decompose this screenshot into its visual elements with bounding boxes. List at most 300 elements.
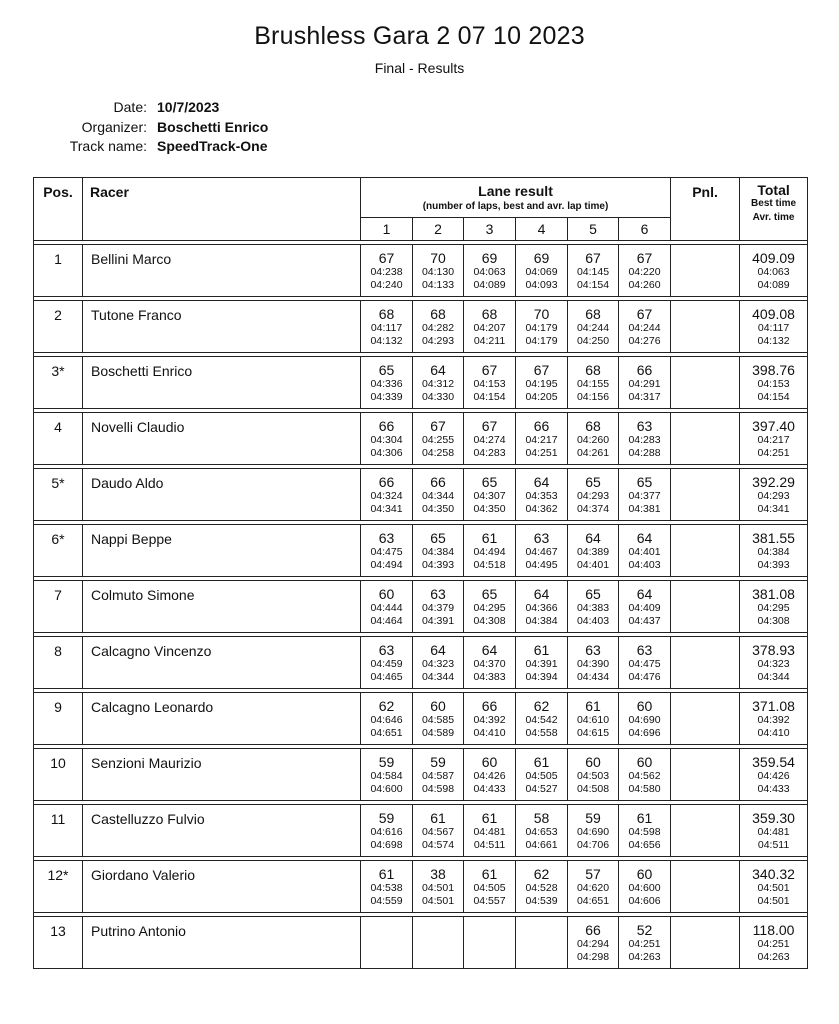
lane-laps: 60 [378,586,395,602]
total-avr-time: 04:154 [757,391,790,403]
lane-4-cell [516,637,568,689]
lane-avr-time: 04:433 [473,783,506,795]
position-cell: 4 [34,413,83,465]
lane-laps: 67 [481,362,498,378]
date-label: Date: [113,99,147,115]
table-row [34,637,808,689]
lane-1-cell [361,245,413,297]
lane-avr-time: 04:661 [525,839,558,851]
lane-best-time: 04:584 [370,770,403,782]
penalty-cell [671,469,740,521]
lane-best-time: 04:383 [576,602,610,614]
lane-best-time: 04:291 [628,378,661,390]
page-subtitle: Final - Results [374,60,465,76]
penalty-cell [671,581,740,633]
lane-avr-time: 04:651 [576,895,610,907]
lane-laps: 63 [430,586,446,602]
table-row [34,245,808,297]
lane-avr-time: 04:410 [473,727,506,739]
penalty-cell [671,413,740,465]
lane-laps: 69 [533,250,550,266]
lane-laps: 63 [636,642,653,658]
table-row [34,749,808,801]
lane-2-cell [413,245,464,297]
lane-4-cell [516,861,568,913]
penalty-cell [671,525,740,577]
organizer-label: Organizer: [81,118,147,135]
header-pos: Pos. [34,178,83,241]
racer-name-cell: Colmuto Simone [83,581,361,633]
lane-laps: 63 [533,530,550,546]
lane-avr-time: 04:154 [473,391,506,403]
racer-name-cell: Daudo Aldo [83,469,361,521]
penalty-cell [671,693,740,745]
racer-name-cell: Putrino Antonio [83,917,361,969]
date-value: 10/7/2023 [157,99,220,115]
lane-avr-time: 04:374 [576,503,610,515]
lane-4-cell [516,581,568,633]
lane-laps: 67 [636,250,653,266]
lane-avr-time: 04:381 [628,503,661,515]
lane-best-time: 04:179 [525,322,558,334]
penalty-cell [671,749,740,801]
lane-laps: 64 [533,474,550,490]
racer-name-cell: Senzioni Maurizio [83,749,361,801]
lane-4-cell [516,357,568,409]
total-cell [740,861,808,913]
header-total-best: Best time [751,198,797,209]
lane-best-time: 04:293 [576,490,610,502]
lane-avr-time: 04:393 [421,559,455,571]
lane-laps: 63 [585,642,601,658]
lane-best-time: 04:567 [421,826,455,838]
lane-best-time: 04:459 [370,658,403,670]
lane-laps: 64 [430,642,446,658]
total-cell [740,413,808,465]
lane-best-time: 04:379 [421,602,455,614]
results-body [34,241,808,969]
lane-laps: 67 [585,250,601,266]
total-cell [740,357,808,409]
lane-avr-time: 04:133 [421,279,455,291]
header-lane-result [361,178,671,218]
lane-2-cell [413,861,464,913]
lane-avr-time: 04:574 [421,839,455,851]
lane-avr-time: 04:350 [473,503,506,515]
lane-laps: 59 [585,810,601,826]
track-value: SpeedTrack-One [157,138,268,154]
lane-3-cell [464,861,516,913]
lane-best-time: 04:475 [628,658,661,670]
total-best-time: 04:323 [757,658,790,670]
position-cell: 3* [34,357,83,409]
lane-best-time: 04:353 [525,490,558,502]
lane-laps: 68 [481,306,498,322]
racer-name-cell: Calcagno Vincenzo [83,637,361,689]
lane-6-cell [619,693,671,745]
lane-avr-time: 04:437 [628,615,661,627]
lane-avr-time: 04:696 [628,727,661,739]
lane-best-time: 04:620 [576,882,610,894]
lane-avr-time: 04:615 [576,727,610,739]
lane-laps: 65 [636,474,653,490]
lane-6-cell [619,749,671,801]
lane-best-time: 04:616 [370,826,403,838]
lane-1-cell [361,637,413,689]
lane-best-time: 04:690 [576,826,610,838]
lane-avr-time: 04:434 [576,671,610,683]
table-row [34,861,808,913]
total-score: 340.32 [752,866,795,882]
lane-avr-time: 04:401 [576,559,610,571]
lane-6-cell [619,525,671,577]
table-row [34,805,808,857]
total-score: 118.00 [752,922,795,938]
lane-avr-time: 04:656 [628,839,661,851]
lane-laps: 68 [585,418,601,434]
header-lane-subtitle: (number of laps, best and avr. lap time) [422,201,609,212]
table-row [34,693,808,745]
lane-best-time: 04:304 [370,434,403,446]
lane-3-cell [464,525,516,577]
total-best-time: 04:392 [757,714,790,726]
lane-avr-time: 04:362 [525,503,558,515]
lane-2-cell [413,637,464,689]
lane-laps: 65 [585,474,601,490]
lane-5-cell [568,861,619,913]
lane-avr-time: 04:261 [576,447,610,459]
lane-2-cell [413,469,464,521]
total-best-time: 04:501 [757,882,790,894]
lane-3-cell [464,749,516,801]
lane-4-cell [516,525,568,577]
lane-best-time: 04:444 [370,602,403,614]
meta-organizer-row [40,118,268,138]
lane-avr-time: 04:288 [628,447,661,459]
position-cell: 7 [34,581,83,633]
lane-avr-time: 04:606 [628,895,661,907]
lane-3-cell [464,469,516,521]
lane-1-cell [361,469,413,521]
lane-avr-time: 04:383 [473,671,506,683]
racer-name-cell: Castelluzzo Fulvio [83,805,361,857]
lane-5-cell [568,245,619,297]
position-cell: 8 [34,637,83,689]
lane-laps: 67 [378,250,395,266]
lane-best-time: 04:426 [473,770,506,782]
lane-best-time: 04:505 [525,770,558,782]
penalty-cell [671,357,740,409]
lane-best-time: 04:324 [370,490,403,502]
total-score: 409.09 [752,250,795,266]
lane-laps: 64 [533,586,550,602]
lane-laps: 60 [636,754,653,770]
total-avr-time: 04:393 [757,559,790,571]
lane-best-time: 04:501 [421,882,455,894]
lane-3-cell [464,301,516,353]
lane-4-cell [516,301,568,353]
lane-best-time: 04:409 [628,602,661,614]
lane-5-cell [568,301,619,353]
position-cell: 10 [34,749,83,801]
total-cell [740,525,808,577]
lane-5-cell [568,805,619,857]
lane-best-time: 04:130 [421,266,455,278]
lane-avr-time: 04:276 [628,335,661,347]
lane-avr-time: 04:651 [370,727,403,739]
total-avr-time: 04:341 [757,503,790,515]
total-score: 359.30 [752,810,795,826]
lane-laps: 64 [585,530,601,546]
meta-track-row [40,137,268,157]
lane-laps: 65 [378,362,395,378]
total-score: 397.40 [752,418,795,434]
lane-avr-time: 04:384 [525,615,558,627]
lane-avr-time: 04:298 [576,951,610,963]
lane-avr-time: 04:403 [576,615,610,627]
lane-3-cell [464,693,516,745]
lane-3-cell [464,917,516,969]
lane-6-cell [619,245,671,297]
lane-2-cell [413,581,464,633]
lane-best-time: 04:207 [473,322,506,334]
lane-best-time: 04:251 [628,938,661,950]
lane-avr-time: 04:518 [473,559,506,571]
lane-6-cell [619,413,671,465]
lane-6-cell [619,581,671,633]
lane-laps: 61 [533,754,550,770]
lane-laps: 66 [430,474,446,490]
lane-avr-time: 04:464 [370,615,403,627]
total-cell [740,581,808,633]
lane-laps: 65 [585,586,601,602]
lane-best-time: 04:244 [576,322,610,334]
position-cell: 1 [34,245,83,297]
lane-1-cell [361,413,413,465]
lane-laps: 61 [481,866,498,882]
header-pnl: Pnl. [671,178,740,241]
total-best-time: 04:295 [757,602,790,614]
lane-best-time: 04:481 [473,826,506,838]
total-best-time: 04:426 [757,770,790,782]
lane-6-cell [619,301,671,353]
penalty-cell [671,637,740,689]
position-cell: 5* [34,469,83,521]
total-best-time: 04:063 [757,266,790,278]
lane-laps: 64 [430,362,446,378]
lane-best-time: 04:145 [576,266,610,278]
lane-laps: 66 [378,418,395,434]
lane-best-time: 04:587 [421,770,455,782]
racer-name-cell: Boschetti Enrico [83,357,361,409]
total-avr-time: 04:263 [757,951,790,963]
lane-best-time: 04:307 [473,490,506,502]
meta-date-row [40,98,268,118]
lane-best-time: 04:153 [473,378,506,390]
total-cell [740,637,808,689]
lane-2-cell [413,805,464,857]
lane-avr-time: 04:283 [473,447,506,459]
position-cell: 6* [34,525,83,577]
lane-4-cell [516,245,568,297]
lane-avr-time: 04:179 [525,335,558,347]
lane-best-time: 04:475 [370,546,403,558]
header-total-title: Total [757,182,790,198]
lane-3-cell [464,357,516,409]
lane-best-time: 04:255 [421,434,455,446]
results-table [33,177,808,969]
lane-1-cell [361,525,413,577]
lane-3-cell [464,581,516,633]
lane-best-time: 04:538 [370,882,403,894]
lane-5-cell [568,413,619,465]
lane-laps: 70 [533,306,550,322]
lane-1-cell [361,917,413,969]
total-score: 409.08 [752,306,795,322]
lane-best-time: 04:217 [525,434,558,446]
lane-laps: 59 [378,754,395,770]
table-row [34,413,808,465]
total-score: 381.55 [752,530,795,546]
lane-1-cell [361,581,413,633]
position-cell: 12* [34,861,83,913]
racer-name-cell: Nappi Beppe [83,525,361,577]
lane-best-time: 04:389 [576,546,610,558]
lane-2-cell [413,693,464,745]
organizer-value: Boschetti Enrico [157,118,269,135]
racer-name-cell: Bellini Marco [83,245,361,297]
header-lane-6: 6 [619,218,671,241]
lane-laps: 69 [481,250,498,266]
total-best-time: 04:384 [757,546,790,558]
lane-2-cell [413,301,464,353]
lane-laps: 58 [533,810,550,826]
lane-2-cell [413,749,464,801]
total-avr-time: 04:308 [757,615,790,627]
lane-avr-time: 04:476 [628,671,661,683]
lane-avr-time: 04:260 [628,279,661,291]
total-cell [740,805,808,857]
lane-best-time: 04:610 [576,714,610,726]
header-lane-4: 4 [516,218,568,241]
total-best-time: 04:293 [757,490,790,502]
header-lane-1: 1 [361,218,413,241]
lane-5-cell [568,469,619,521]
meta-block [40,98,268,157]
total-score: 371.08 [752,698,795,714]
lane-laps: 62 [533,698,550,714]
total-score: 381.08 [752,586,795,602]
header-lane-title: Lane result [478,183,553,199]
lane-avr-time: 04:495 [525,559,558,571]
lane-2-cell [413,357,464,409]
lane-best-time: 04:585 [421,714,455,726]
lane-avr-time: 04:508 [576,783,610,795]
lane-best-time: 04:336 [370,378,403,390]
lane-avr-time: 04:465 [370,671,403,683]
header-total-avr: Avr. time [752,212,795,223]
lane-avr-time: 04:580 [628,783,661,795]
lane-6-cell [619,917,671,969]
lane-laps: 65 [481,474,498,490]
total-avr-time: 04:410 [757,727,790,739]
lane-laps: 61 [430,810,446,826]
lane-1-cell [361,749,413,801]
lane-laps: 61 [636,810,653,826]
lane-laps: 70 [430,250,446,266]
lane-best-time: 04:542 [525,714,558,726]
lane-4-cell [516,917,568,969]
lane-laps: 67 [430,418,446,434]
lane-5-cell [568,525,619,577]
total-best-time: 04:251 [757,938,790,950]
total-cell [740,693,808,745]
total-avr-time: 04:433 [757,783,790,795]
lane-best-time: 04:069 [525,266,558,278]
lane-1-cell [361,693,413,745]
lane-best-time: 04:503 [576,770,610,782]
lane-laps: 66 [585,922,601,938]
lane-laps: 65 [481,586,498,602]
lane-avr-time: 04:394 [525,671,558,683]
lane-2-cell [413,917,464,969]
lane-laps: 65 [430,530,446,546]
header-total [740,178,808,241]
lane-best-time: 04:384 [421,546,455,558]
lane-best-time: 04:260 [576,434,610,446]
lane-best-time: 04:244 [628,322,661,334]
penalty-cell [671,917,740,969]
lane-best-time: 04:598 [628,826,661,838]
total-avr-time: 04:501 [757,895,790,907]
racer-name-cell: Calcagno Leonardo [83,693,361,745]
lane-avr-time: 04:706 [576,839,610,851]
lane-laps: 57 [585,866,601,882]
lane-laps: 67 [533,362,550,378]
lane-avr-time: 04:293 [421,335,455,347]
lane-6-cell [619,861,671,913]
lane-laps: 66 [533,418,550,434]
lane-avr-time: 04:205 [525,391,558,403]
total-cell [740,749,808,801]
position-cell: 2 [34,301,83,353]
total-avr-time: 04:132 [757,335,790,347]
lane-laps: 38 [430,866,446,882]
total-cell [740,469,808,521]
racer-name-cell: Giordano Valerio [83,861,361,913]
lane-best-time: 04:344 [421,490,455,502]
lane-avr-time: 04:156 [576,391,610,403]
racer-name-cell: Tutone Franco [83,301,361,353]
penalty-cell [671,805,740,857]
lane-laps: 67 [481,418,498,434]
lane-6-cell [619,357,671,409]
lane-avr-time: 04:391 [421,615,455,627]
lane-laps: 66 [481,698,498,714]
lane-laps: 68 [378,306,395,322]
lane-laps: 61 [533,642,550,658]
lane-4-cell [516,693,568,745]
lane-4-cell [516,805,568,857]
lane-6-cell [619,637,671,689]
lane-laps: 60 [636,866,653,882]
lane-best-time: 04:294 [576,938,610,950]
table-row [34,357,808,409]
lane-6-cell [619,469,671,521]
lane-avr-time: 04:589 [421,727,455,739]
lane-3-cell [464,805,516,857]
lane-avr-time: 04:559 [370,895,403,907]
